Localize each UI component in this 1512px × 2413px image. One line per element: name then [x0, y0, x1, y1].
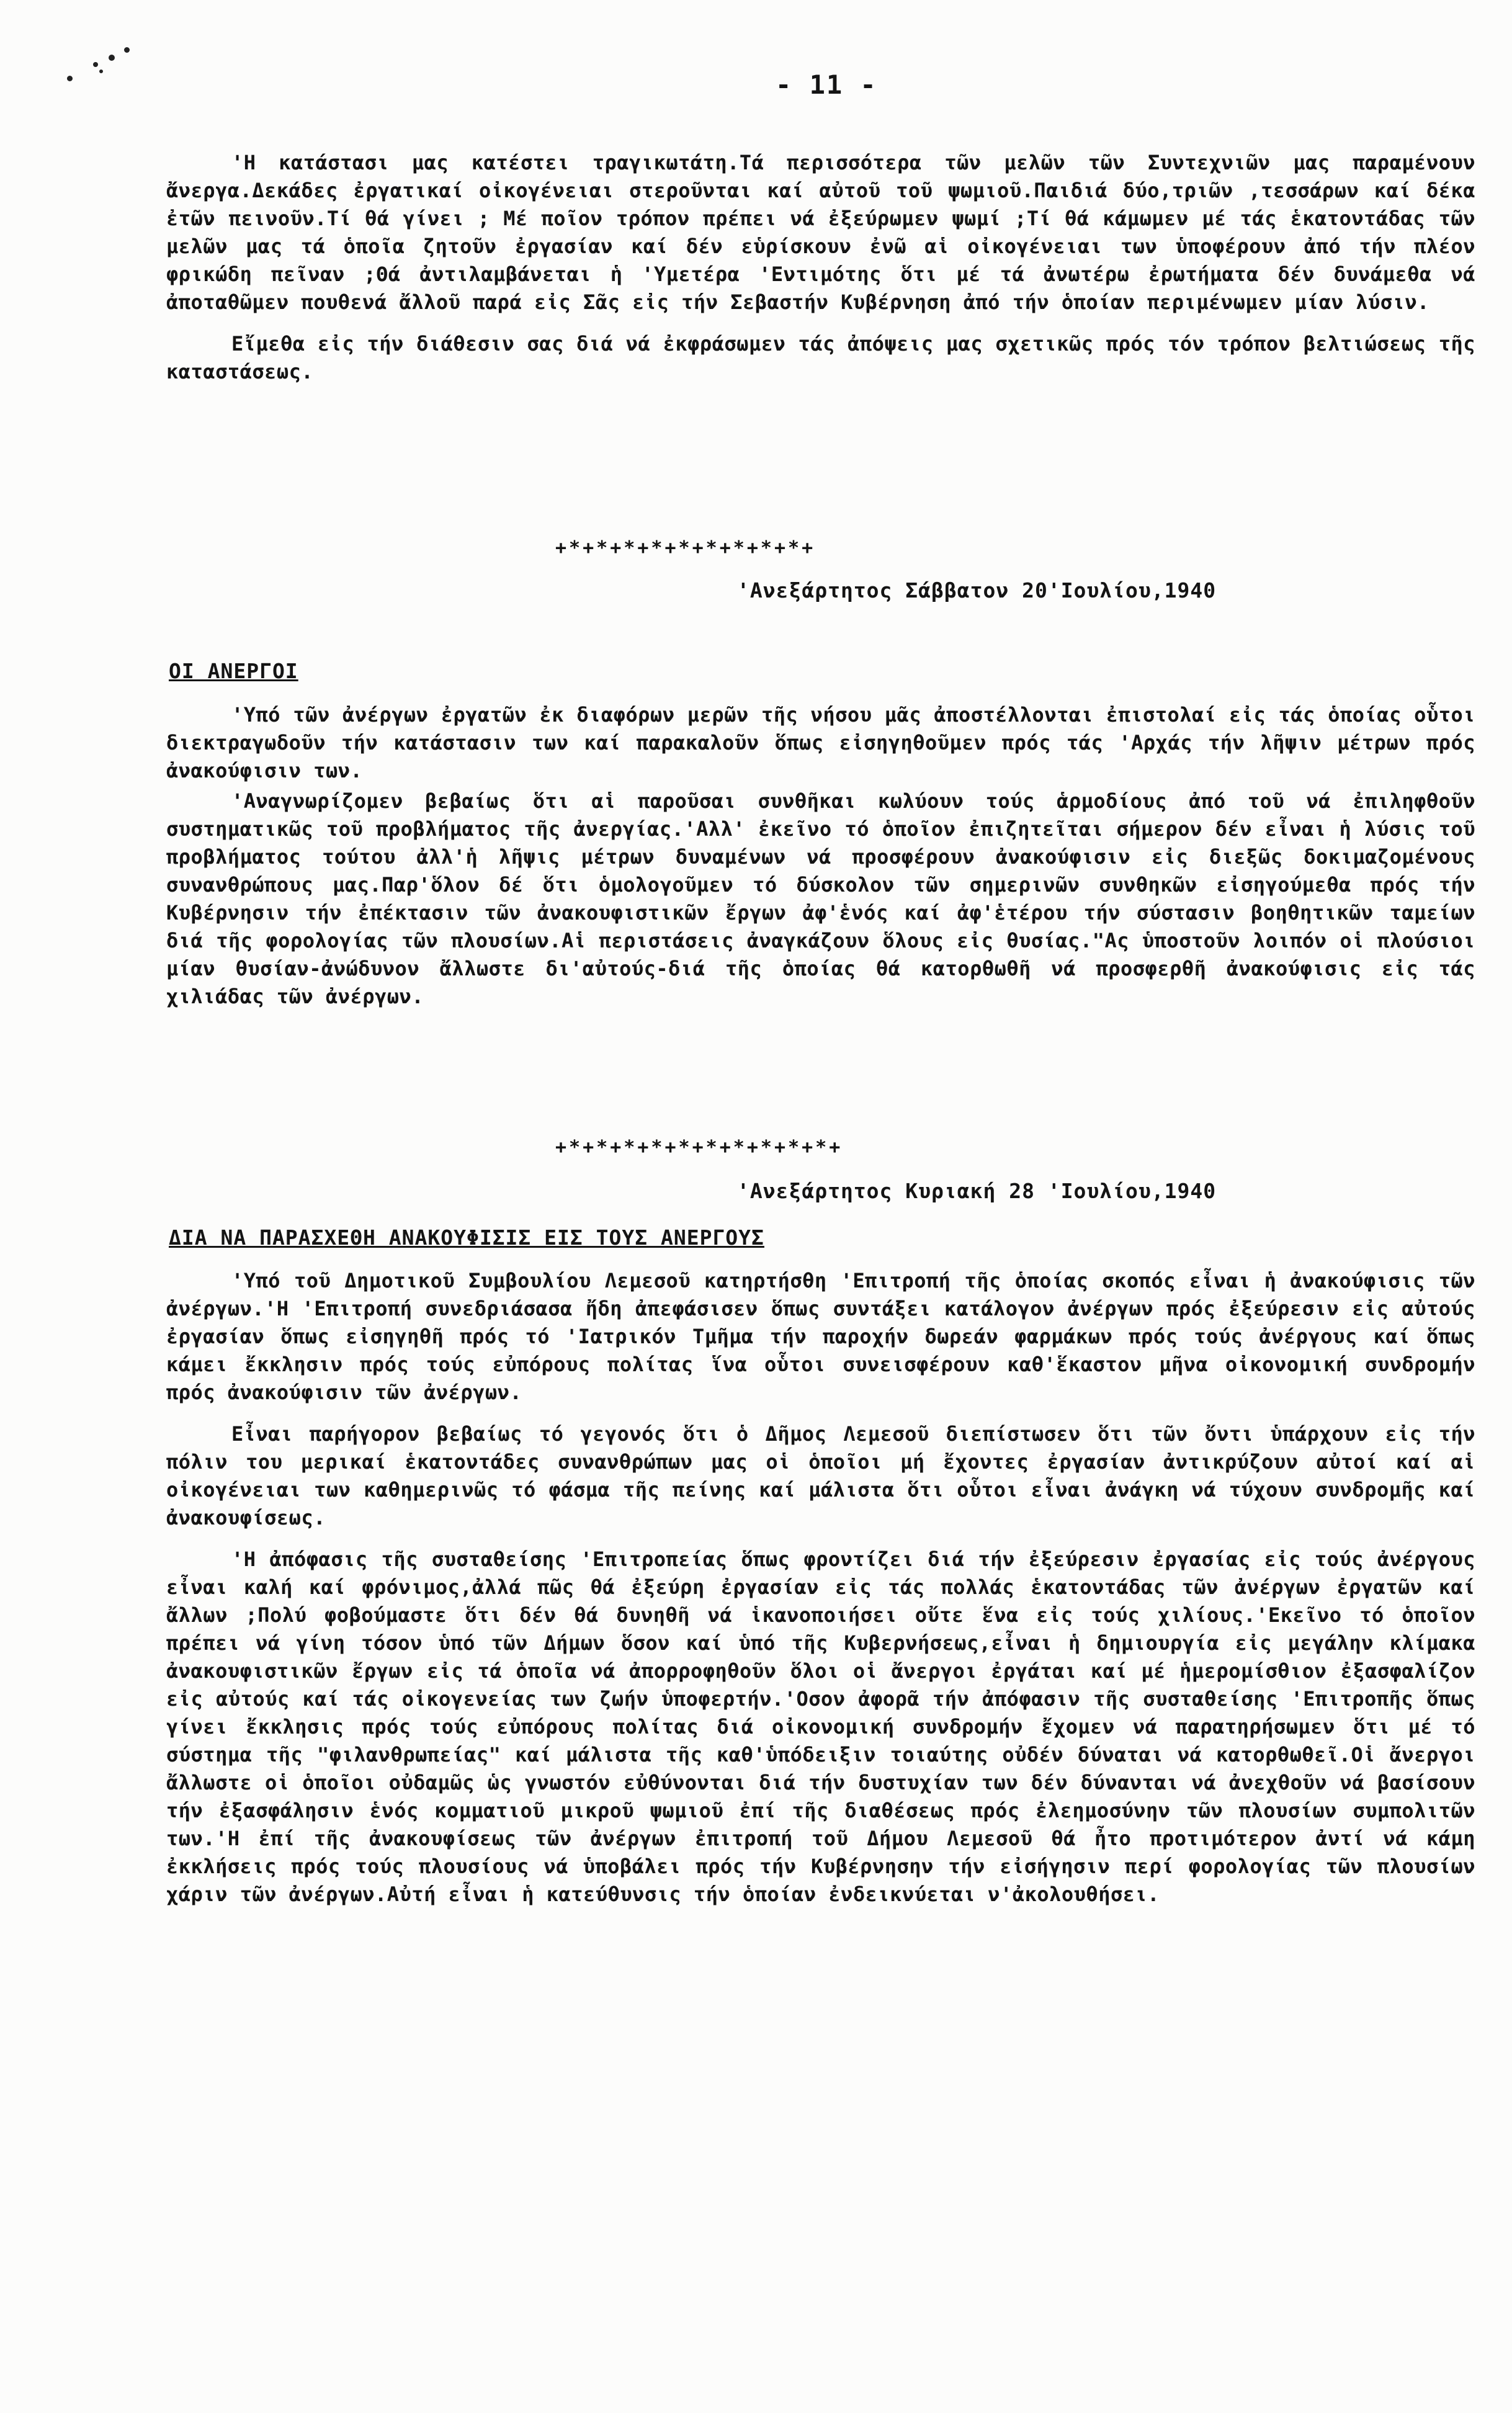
ink-speck: [67, 76, 73, 81]
paragraph: 'Η κατάστασι μας κατέστει τραγικωτάτη.Τά περισσότερα τῶν μελῶν τῶν Συντεχνιῶν μας παραμένουν ἄνεργα.Δεκάδες ἐργατικαί οἰκογένειαι στεροῦνται καί αὐτοῦ τοῦ ψωμιοῦ.Παιδιά δύο,τριῶν ,τεσσάρων καί δέκα ἐτῶν πεινοῦν.Τί θά γίνει ; Μέ ποῖον τρόπον πρέπει νά ἐξεύρωμεν ψωμί ;Τί θά κάμωμεν μέ τάς ἑκατοντάδας τῶν μελῶν μας τά ὁποῖα ζητοῦν ἐργασίαν καί δέν εὑρίσκουν ἐνῶ αἱ οἰκογένειαι των ὑποφέρουν ἀπό τήν πλέον φρικώδη πεῖναν ;Θά ἀντιλαμβάνεται ἡ 'Υμετέρα 'Εντιμότης ὅτι μέ τά ἀνωτέρω ἐρωτήματα δέν δυνάμεθα νά ἀποταθῶμεν πουθενά ἄλλοῦ παρά εἰς Σᾶς εἰς τήν Σεβαστήν Κυβέρνηση ἀπό τήν ὁποίαν περιμένωμεν μίαν λύσιν.: [166, 151, 1475, 314]
source-citation: 'Ανεξάρτητος Κυριακή 28 'Ιουλίου,1940: [737, 1179, 1217, 1203]
source-citation: 'Ανεξάρτητος Σάββατον 20'Ιουλίου,1940: [737, 578, 1217, 602]
section-2-body: [166, 701, 1475, 1011]
ink-speck: [93, 62, 98, 67]
paragraph: 'Υπό τοῦ Δημοτικοῦ Συμβουλίου Λεμεσοῦ κατηρτήσθη 'Επιτροπή τῆς ὁποίας σκοπός εἶναι ἡ ἀνακούφισις τῶν ἀνέργων.'Η 'Επιτροπή συνεδριάσασα ἤδη ἀπεφάσισεν ὅπως συντάξει κατάλογον ἀνέργων πρός ἐξεύρεσιν εἰς αὐτούς ἐργασίαν ὅπως εἰσηγηθῆ πρός τό 'Ιατρικόν Τμῆμα τήν παροχήν δωρεάν φαρμάκων πρός τούς ἀνέργους καί ὅπως κάμει ἔκκλησιν πρός τούς εὐπόρους πολίτας ἵνα οὗτοι συνεισφέρουν καθ'ἕκαστον μῆνα οἰκονομική συνδρομήν πρός ἀνακούφισιν τῶν ἀνέργων.: [166, 1269, 1475, 1404]
separator: +*+*+*+*+*+*+*+*+*+*+: [555, 1137, 843, 1158]
section-3-body: [166, 1267, 1475, 1909]
page-number: - 11 -: [776, 69, 877, 100]
paragraph: 'Αναγνωρίζομεν βεβαίως ὅτι αἱ παροῦσαι συνθῆκαι κωλύουν τούς ἁρμοδίους ἀπό τοῦ νά ἐπιληφθοῦν συστηματικῶς τοῦ προβλήματος τῆς ἀνεργίας.'Αλλ' ἐκεῖνο τό ὁποῖον ἐπιζητεῖται σήμερον δέν εἶναι ἡ λύσις τοῦ προβλήματος τούτου ἀλλ'ἡ λῆψις μέτρων δυναμένων νά προσφέρουν ἀνακούφισιν εἰς διεξῶς δοκιμαζομένους συνανθρώπους μας.Παρ'ὅλον δέ ὅτι ὁμολογοῦμεν τό δύσκολον τῶν σημερινῶν συνθηκῶν εἰσηγούμεθα πρός τήν Κυβέρνησιν τήν ἐπέκτασιν τῶν ἀνακουφιστικῶν ἔργων ἀφ'ἑνός καί ἀφ'ἑτέρου τήν σύστασιν βοηθητικῶν ταμείων διά τῆς φορολογίας τῶν πλουσίων.Αἱ περιστάσεις ἀναγκάζουν ὅλους εἰς θυσίας."Ας ὑποστοῦν λοιπόν οἱ πλούσιοι μίαν θυσίαν-ἀνώδυνον ἄλλωστε δι'αὐτούς-διά τῆς ὁποίας θά κατορθωθῆ νά προσφερθῆ ἀνακούφισις εἰς τάς χιλιάδας τῶν ἀνέργων.: [166, 789, 1475, 1008]
ink-speck: [124, 47, 130, 53]
section-heading: ΟΙ ΑΝΕΡΓΟΙ: [169, 659, 298, 683]
section-1-body: [166, 149, 1475, 386]
paragraph: 'Η ἀπόφασις τῆς συσταθείσης 'Επιτροπείας ὅπως φροντίζει διά τήν ἐξεύρεσιν ἐργασίας εἰς τούς ἀνέργους εἶναι καλή καί φρόνιμος,ἀλλά πῶς θά ἐξεύρη ἐργασίαν εἰς τάς πολλάς ἑκατοντάδας τῶν ἀνέργων ἐργατῶν καί ἄλλων ;Πολύ φοβούμαστε ὅτι δέν θά δυνηθῆ νά ἱκανοποιήσει οὔτε ἕνα εἰς τούς χιλίους.'Εκεῖνο τό ὁποῖον πρέπει νά γίνη τόσον ὑπό τῶν Δήμων ὅσον καί ὑπό τῆς Κυβερνήσεως,εἶναι ἡ δημιουργία εἰς μεγάλην κλίμακα ἀνακουφιστικῶν ἔργων εἰς τά ὁποῖα νά ἀπορροφηθοῦν ὅλοι οἱ ἄνεργοι ἐργάται καί μέ ἡμερομίσθιον ἐξασφαλίζον εἰς αὐτούς καί τάς οἰκογενείας των ζωήν ὑποφερτήν.'Οσον ἀφορᾶ τήν ἀπόφασιν τῆς συσταθείσης 'Επιτροπῆς ὅπως γίνει ἔκκλησις πρός τούς εὐπόρους πολίτας διά οἰκονομική συνδρομήν ἔχομεν νά παρατηρήσωμεν ὅτι μέ τό σύστημα τῆς "φιλανθρωπείας" καί μάλιστα τῆς καθ'ὑπόδειξιν τοιαύτης οὐδέν δύναται νά κατορθωθεῖ.Οἱ ἄνεργοι ἄλλωστε οἱ ὁποῖοι οὐδαμῶς ὡς γνωστόν εὐθύνονται διά τήν δυστυχίαν των δέν δύνανται νά ἀνεχθοῦν νά βασίσουν τήν ἐξασφάλησιν ἑνός κομματιοῦ μικροῦ ψωμιοῦ ἐπί τῆς διαθέσεως πρός ἐλεημοσύνην τῶν πλουσίων συμπολιτῶν των.'Η ἐπί τῆς ἀνακουφίσεως τῶν ἀνέργων ἐπιτροπή τοῦ Δήμου Λεμεσοῦ θά ἦτο προτιμότερον ἀντί νά κάμη ἐκκλήσεις πρός τούς πλουσίους νά ὑποβάλει πρός τήν Κυβέρνησην τήν εἰσήγησιν περί φορολογίας τῶν πλουσίων χάριν τῶν ἀνέργων.Αὐτή εἶναι ἡ κατεύθυνσις τήν ὁποίαν ἐνδεικνύεται ν'ἀκολουθήσει.: [166, 1547, 1475, 1906]
paragraph: Εἴμεθα εἰς τήν διάθεσιν σας διά νά ἐκφράσωμεν τάς ἀπόψεις μας σχετικῶς πρός τόν τρόπον βελτιώσεως τῆς καταστάσεως.: [166, 332, 1475, 383]
section-heading: ΔΙΑ ΝΑ ΠΑΡΑΣΧΕΘΗ ΑΝΑΚΟΥΦΙΣΙΣ ΕΙΣ ΤΟΥΣ ΑΝΕΡΓΟΥΣ: [169, 1225, 764, 1250]
paragraph: 'Υπό τῶν ἀνέργων ἐργατῶν ἐκ διαφόρων μερῶν τῆς νήσου μᾶς ἀποστέλλονται ἐπιστολαί εἰς τάς ὁποίας οὗτοι διεκτραγωδοῦν τήν κατάστασιν των καί παρακαλοῦν ὅπως εἰσηγηθοῦμεν πρός τάς 'Αρχάς τήν λῆψιν μέτρων πρός ἀνακούφισιν των.: [166, 703, 1475, 782]
separator: +*+*+*+*+*+*+*+*+*+: [555, 537, 816, 559]
ink-speck: [109, 55, 115, 61]
paragraph: Εἶναι παρήγορον βεβαίως τό γεγονός ὅτι ὁ Δῆμος Λεμεσοῦ διεπίστωσεν ὅτι τῶν ὄντι ὑπάρχουν εἰς τήν πόλιν του μερικαί ἑκατοντάδες συνανθρώπων μας οἱ ὁποῖοι μή ἔχοντες ἐργασίαν ἀντικρύζουν αὐτοί καί αἱ οἰκογένειαι των καθημερινῶς τό φάσμα τῆς πείνης καί μάλιστα ὅτι οὗτοι εἶναι ἀνάγκη νά τύχουν συνδρομῆς καί ἀνακουφίσεως.: [166, 1422, 1475, 1529]
ink-speck: [99, 69, 103, 73]
